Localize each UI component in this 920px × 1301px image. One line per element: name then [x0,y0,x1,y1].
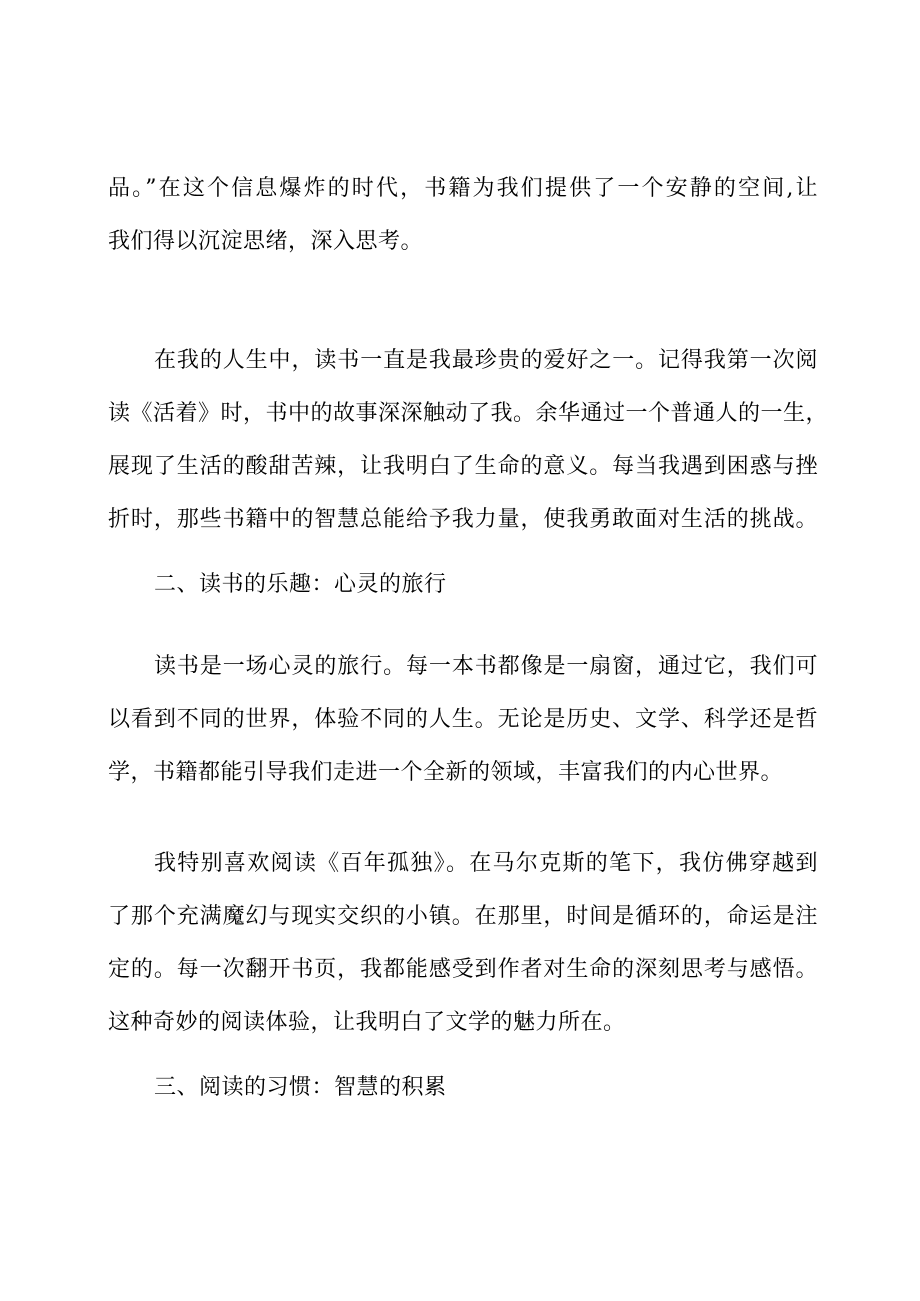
section-heading-3: 三、阅读的习惯：智慧的积累 [154,1075,447,1100]
paragraph-2-line-3: 展现了生活的酸甜苦辣，让我明白了生命的意义。每当我遇到困惑与挫 [108,454,818,479]
section-heading-2: 二、读书的乐趣：心灵的旅行 [154,572,447,597]
paragraph-4-line-3: 定的。每一次翻开书页，我都能感受到作者对生命的深刻思考与感悟。 [108,957,818,982]
paragraph-1-line-1: 品。”在这个信息爆炸的时代，书籍为我们提供了一个安静的空间,让 [108,176,818,201]
paragraph-4-line-2: 了那个充满魔幻与现实交织的小镇。在那里，时间是循环的，命运是注 [108,904,818,929]
paragraph-3-line-3: 学，书籍都能引导我们走进一个全新的领域，丰富我们的内心世界。 [108,760,784,785]
paragraph-2-line-1: 在我的人生中，读书一直是我最珍贵的爱好之一。记得我第一次阅 [154,348,818,373]
paragraph-2-line-2: 读《活着》时，书中的故事深深触动了我。余华通过一个普通人的一生， [108,401,829,426]
paragraph-1-line-2: 我们得以沉淀思绪，深入思考。 [108,229,424,254]
paragraph-2-line-4: 折时，那些书籍中的智慧总能给予我力量，使我勇敢面对生活的挑战。 [108,507,818,532]
paragraph-4-line-4: 这种奇妙的阅读体验，让我明白了文学的魅力所在。 [108,1010,626,1035]
paragraph-3-line-2: 以看到不同的世界，体验不同的人生。无论是历史、文学、科学还是哲 [108,707,818,732]
paragraph-3-line-1: 读书是一场心灵的旅行。每一本书都像是一扇窗，通过它，我们可 [154,654,818,679]
paragraph-4-line-1: 我特别喜欢阅读《百年孤独》。在马尔克斯的笔下，我仿佛穿越到 [154,851,818,876]
